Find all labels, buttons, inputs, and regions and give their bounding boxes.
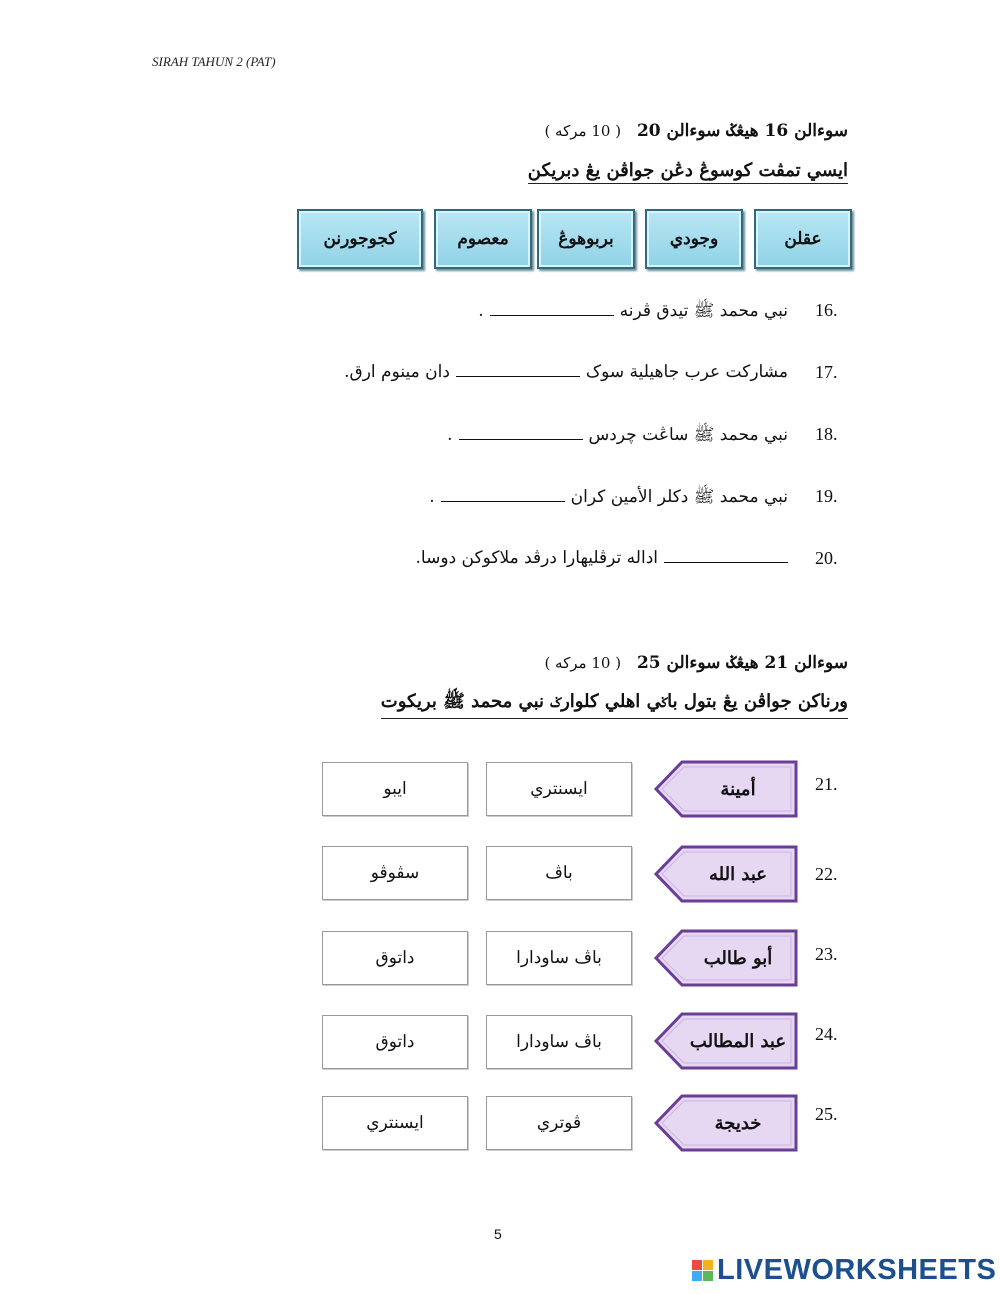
question-number: 18. — [815, 424, 838, 444]
answer-option[interactable]: باڤ ساودارا — [486, 931, 632, 985]
answer-blank[interactable] — [441, 500, 565, 502]
question-text: مشاركت عرب جاهيلية سوک — [585, 362, 788, 382]
word-bank-item[interactable]: معصوم — [434, 209, 532, 269]
question-text: نبي محمد ﷺ تيدق ڤرنه — [619, 301, 788, 321]
section1-title-text: سوءالن 16 هيڠݢ سوءالن 20 — [636, 121, 848, 141]
question-16 — [478, 300, 788, 325]
question-text-end: . — [478, 301, 484, 321]
question-18 — [447, 424, 788, 449]
brand-grid-icon — [692, 1260, 713, 1281]
question-number: 17. — [815, 362, 838, 382]
answer-option[interactable]: ڤوتري — [486, 1096, 632, 1150]
section1-marks: ( 10 مركه ) — [544, 122, 622, 140]
question-number: 20. — [815, 548, 838, 568]
question-text-end: دان مينوم ارق. — [344, 362, 450, 382]
item-number: 22. — [815, 864, 838, 884]
brand-name: LIVEWORKSHEETS — [717, 1254, 997, 1286]
page-number: 5 — [494, 1226, 502, 1242]
family-member-tag — [654, 929, 798, 987]
section1-instruction: ايسي تمڤت كوسوڠ دڠن جواڤن يڠ دبريكن — [528, 160, 848, 184]
question-19 — [429, 486, 788, 511]
item-number: 21. — [815, 774, 838, 794]
answer-option[interactable]: داتوق — [322, 931, 468, 985]
family-member-tag — [654, 845, 798, 903]
question-number: 16. — [815, 300, 838, 320]
family-member-label: أمينة — [720, 778, 756, 800]
word-bank-item[interactable]: كجوجورنن — [297, 209, 423, 269]
section2-instruction: ورناكن جواڤن يڠ بتول باݢي اهلي كلوارݢ نبي محمد ﷺ بريكوت — [381, 690, 848, 719]
family-member-tag — [654, 760, 798, 818]
family-member-label: أبو طالب — [703, 947, 773, 969]
section1-title — [544, 120, 848, 141]
item-number: 24. — [815, 1024, 838, 1044]
answer-option[interactable]: ايسنتري — [486, 762, 632, 816]
family-member-tag — [654, 1012, 798, 1070]
question-20 — [416, 548, 788, 568]
answer-option[interactable]: ايبو — [322, 762, 468, 816]
section2-marks: ( 10 مركه ) — [544, 654, 622, 672]
answer-blank[interactable] — [459, 438, 583, 440]
question-text: نبي محمد ﷺ دكلر الأمين كران — [570, 487, 788, 507]
document-header: SIRAH TAHUN 2 (PAT) — [152, 54, 276, 69]
item-number: 23. — [815, 944, 838, 964]
brand-logo — [692, 1254, 996, 1287]
word-bank-item[interactable]: بربوهوڠ — [537, 209, 635, 269]
question-text: نبي محمد ﷺ ساڠت چردس — [588, 425, 788, 445]
question-text-end: . — [429, 487, 435, 507]
question-number: 19. — [815, 486, 838, 506]
answer-option[interactable]: باڤ ساودارا — [486, 1015, 632, 1069]
family-member-label: خديجة — [714, 1112, 762, 1134]
question-17 — [344, 362, 788, 382]
answer-blank[interactable] — [490, 314, 614, 316]
family-member-label: عبد المطالب — [689, 1030, 787, 1052]
section2-title-text: سوءالن 21 هيڠݢ سوءالن 25 — [636, 653, 848, 673]
answer-option[interactable]: سڤوڤو — [322, 846, 468, 900]
question-text-end: . — [447, 425, 453, 445]
answer-option[interactable]: باڤ — [486, 846, 632, 900]
word-bank-item[interactable]: عقلن — [754, 209, 852, 269]
item-number: 25. — [815, 1104, 838, 1124]
section2-title — [544, 652, 848, 673]
question-text-end: اداله ترڤليهارا درڤد ملاكوكن دوسا. — [415, 548, 658, 568]
family-member-label: عبد الله — [709, 863, 767, 885]
family-member-tag — [654, 1094, 798, 1152]
answer-option[interactable]: داتوق — [322, 1015, 468, 1069]
answer-blank[interactable] — [456, 375, 580, 377]
answer-blank[interactable] — [664, 561, 788, 563]
word-bank-item[interactable]: وجودي — [645, 209, 743, 269]
answer-option[interactable]: ايسنتري — [322, 1096, 468, 1150]
